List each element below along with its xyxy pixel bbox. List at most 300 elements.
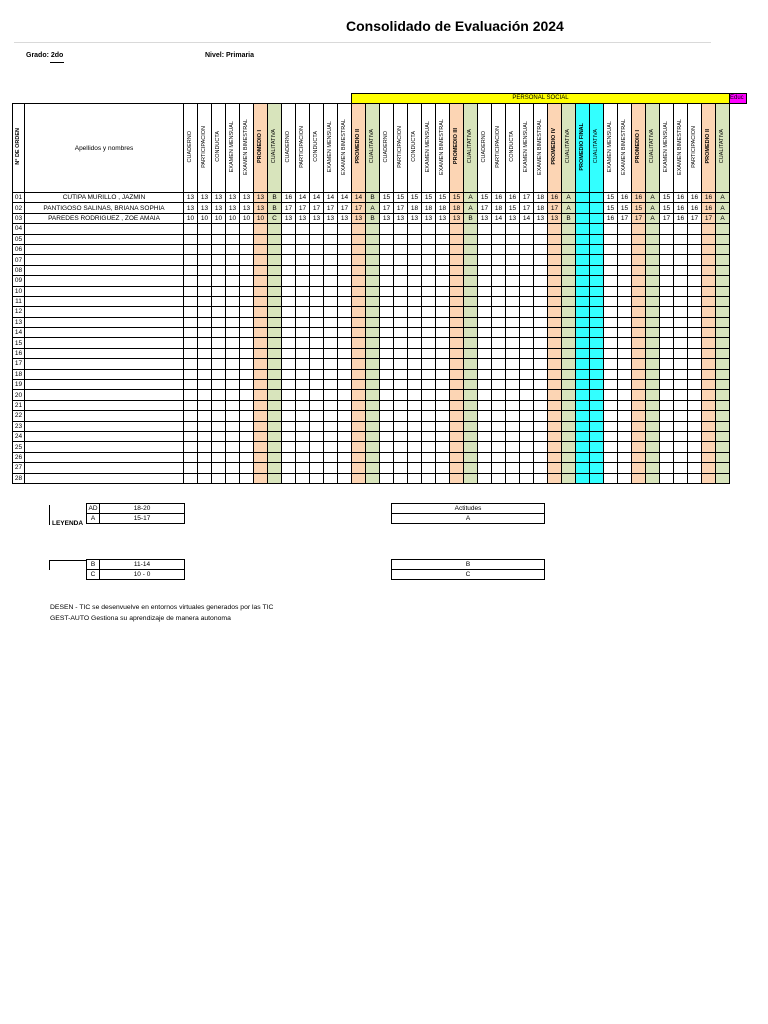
grade-cell: [548, 338, 562, 348]
grade-cell: [310, 296, 324, 306]
grade-cell: [310, 286, 324, 296]
grade-cell: [450, 317, 464, 327]
grade-cell: [324, 400, 338, 410]
grade-cell: [450, 338, 464, 348]
grade-cell: [688, 234, 702, 244]
grade-cell: [674, 359, 688, 369]
grade-cell: 13: [338, 213, 352, 223]
grade-cell: [212, 380, 226, 390]
grade-cell: [590, 400, 604, 410]
grade-cell: [338, 359, 352, 369]
grade-cell: [478, 255, 492, 265]
grade-cell: [548, 265, 562, 275]
grade-cell: [618, 369, 632, 379]
grade-cell: [492, 234, 506, 244]
grade-cell: [198, 431, 212, 441]
grade-cell: [268, 452, 282, 462]
grade-cell: [408, 307, 422, 317]
grade-cell: [632, 348, 646, 358]
grade-cell: [506, 296, 520, 306]
grade-cell: [450, 296, 464, 306]
grade-cell: [282, 317, 296, 327]
grade-cell: [464, 276, 478, 286]
grade-cell: [352, 265, 366, 275]
grade-cell: [408, 390, 422, 400]
grade-cell: [324, 369, 338, 379]
table-row: [13, 213, 747, 223]
grade-cell: [464, 234, 478, 244]
column-header-label: EXAMEN MENSUAL: [425, 120, 431, 173]
row-number: 24: [13, 431, 25, 441]
grade-cell: [590, 442, 604, 452]
grade-cell: [534, 317, 548, 327]
grade-cell: 18: [534, 203, 548, 213]
grade-cell: 13: [184, 193, 198, 203]
grade-cell: 16: [674, 193, 688, 203]
grade-cell: [464, 286, 478, 296]
grade-cell: [562, 473, 576, 483]
grade-cell: [226, 307, 240, 317]
grade-cell: 13: [436, 213, 450, 223]
column-header: [506, 104, 520, 193]
grade-cell: [212, 463, 226, 473]
grade-cell: [660, 296, 674, 306]
grade-cell: [702, 421, 716, 431]
grade-cell: [646, 328, 660, 338]
grade-cell: [366, 276, 380, 286]
grade-cell: [338, 255, 352, 265]
grade-cell: [618, 317, 632, 327]
grade-cell: [268, 463, 282, 473]
grade-cell: 18: [408, 203, 422, 213]
grade-cell: [422, 244, 436, 254]
grade-cell: [310, 421, 324, 431]
grade-cell: [184, 452, 198, 462]
row-number: 17: [13, 359, 25, 369]
legend-row: [87, 570, 185, 580]
grade-cell: [422, 390, 436, 400]
grade-cell: [450, 473, 464, 483]
grade-cell: [548, 421, 562, 431]
grade-cell: [450, 359, 464, 369]
table-row: [13, 431, 747, 441]
grade-cell: [548, 369, 562, 379]
grade-cell: [408, 286, 422, 296]
grade-cell: [674, 338, 688, 348]
grade-cell: [702, 224, 716, 234]
grade-cell: [226, 463, 240, 473]
grade-cell: [478, 276, 492, 286]
grade-cell: [282, 234, 296, 244]
grade-cell: 16: [702, 193, 716, 203]
grade-cell: [310, 411, 324, 421]
grade-cell: [478, 317, 492, 327]
grade-cell: [632, 380, 646, 390]
grade-cell: [646, 390, 660, 400]
grade-cell: [436, 348, 450, 358]
grade-cell: [534, 224, 548, 234]
grade-cell: [422, 307, 436, 317]
grade-cell: [590, 255, 604, 265]
grade-cell: [184, 421, 198, 431]
grade-cell: [408, 234, 422, 244]
grade-cell: [296, 369, 310, 379]
grade-cell: 13: [296, 213, 310, 223]
grade-cell: [240, 359, 254, 369]
grade-cell: [282, 359, 296, 369]
grade-cell: [618, 224, 632, 234]
column-header: [660, 104, 674, 193]
grade-cell: [184, 255, 198, 265]
grade-cell: [198, 338, 212, 348]
grade-cell: [338, 224, 352, 234]
grade-cell: [240, 442, 254, 452]
grade-cell: [212, 338, 226, 348]
grade-cell: [548, 224, 562, 234]
table-row: [13, 193, 747, 203]
attitudes-value: B: [392, 560, 545, 570]
column-header-label: PARTICIPACION: [495, 125, 501, 168]
grade-cell: [688, 359, 702, 369]
grade-cell: [254, 276, 268, 286]
grade-cell: [688, 338, 702, 348]
grade-cell: [254, 265, 268, 275]
grade-cell: [450, 255, 464, 265]
grade-cell: [520, 463, 534, 473]
grade-cell: [226, 255, 240, 265]
grade-cell: [324, 431, 338, 441]
attitudes-table-bottom: [391, 559, 545, 580]
column-header-label: PROMEDIO FINAL: [579, 122, 585, 171]
grade-cell: [464, 390, 478, 400]
grade-cell: [702, 380, 716, 390]
grade-cell: [394, 255, 408, 265]
student-name: [25, 359, 184, 369]
grade-cell: [506, 431, 520, 441]
column-header: [464, 104, 478, 193]
student-name: [25, 307, 184, 317]
grade-cell: [366, 307, 380, 317]
grade-cell: [492, 244, 506, 254]
grade-cell: [198, 265, 212, 275]
grade-cell: [492, 442, 506, 452]
grade-cell: [254, 224, 268, 234]
grade-cell: [422, 234, 436, 244]
grade-cell: [310, 265, 324, 275]
grade-cell: [268, 296, 282, 306]
grade-cell: [702, 307, 716, 317]
grade-cell: [590, 369, 604, 379]
grade-cell: [450, 400, 464, 410]
grade-cell: [660, 442, 674, 452]
grade-cell: [268, 421, 282, 431]
grade-cell: [324, 463, 338, 473]
grade-cell: [422, 452, 436, 462]
grade-cell: [506, 224, 520, 234]
grade-cell: [436, 224, 450, 234]
column-header: [716, 104, 730, 193]
grade-cell: [646, 307, 660, 317]
grade-cell: [702, 276, 716, 286]
grade-cell: [240, 338, 254, 348]
grade-cell: [576, 348, 590, 358]
grade-cell: [478, 244, 492, 254]
grade-cell: [450, 431, 464, 441]
grade-cell: [212, 234, 226, 244]
grade-cell: [716, 255, 730, 265]
grade-cell: [212, 442, 226, 452]
grade-cell: [254, 380, 268, 390]
grade-cell: [436, 234, 450, 244]
grade-cell: [632, 400, 646, 410]
grade-cell: [394, 390, 408, 400]
grade-cell: [240, 255, 254, 265]
grade-cell: [240, 411, 254, 421]
grade-cell: [590, 473, 604, 483]
grade-cell: 17: [688, 213, 702, 223]
grade-cell: [702, 473, 716, 483]
grade-cell: [184, 296, 198, 306]
grade-cell: [422, 224, 436, 234]
grade-cell: [240, 380, 254, 390]
note-desen-tic: DESEN - TIC se desenvuelve en entornos virtuales generados por las TIC: [50, 604, 274, 611]
grade-cell: 16: [506, 193, 520, 203]
grade-cell: [226, 265, 240, 275]
grade-cell: [646, 380, 660, 390]
grade-cell: [464, 328, 478, 338]
grade-cell: [422, 369, 436, 379]
table-row: [13, 452, 747, 462]
grade-cell: [674, 317, 688, 327]
grade-cell: [632, 442, 646, 452]
grade-cell: [310, 224, 324, 234]
grade-cell: [548, 328, 562, 338]
grade-cell: [464, 442, 478, 452]
row-number: 27: [13, 463, 25, 473]
grade-cell: [254, 400, 268, 410]
grade-cell: [436, 411, 450, 421]
grade-cell: [478, 473, 492, 483]
grade-cell: [450, 348, 464, 358]
grade-cell: [688, 442, 702, 452]
grade-cell: [338, 452, 352, 462]
grade-cell: [632, 234, 646, 244]
grade-cell: [352, 286, 366, 296]
grade-cell: [716, 400, 730, 410]
grade-cell: [646, 473, 660, 483]
grade-cell: [506, 307, 520, 317]
grade-cell: [310, 255, 324, 265]
grade-cell: 15: [394, 193, 408, 203]
grade-cell: [338, 400, 352, 410]
grade-cell: [408, 463, 422, 473]
grade-cell: [436, 380, 450, 390]
grade-cell: [492, 255, 506, 265]
student-name: [25, 369, 184, 379]
grade-cell: [184, 463, 198, 473]
column-header-label: CUADERNO: [383, 130, 389, 163]
grade-cell: [674, 463, 688, 473]
grade-cell: [632, 255, 646, 265]
grade-cell: [506, 463, 520, 473]
grade-cell: [576, 452, 590, 462]
grade-cell: [590, 338, 604, 348]
grade-cell: [492, 338, 506, 348]
column-header: [296, 104, 310, 193]
grade-cell: [338, 348, 352, 358]
grade-cell: [380, 473, 394, 483]
grade-cell: [282, 442, 296, 452]
grade-cell: [310, 369, 324, 379]
grade-cell: A: [646, 203, 660, 213]
grade-cell: [324, 307, 338, 317]
grade-cell: [436, 265, 450, 275]
grade-cell: [408, 452, 422, 462]
grade-cell: [478, 442, 492, 452]
grade-cell: 13: [198, 193, 212, 203]
grade-cell: [716, 411, 730, 421]
column-header-label: CUADERNO: [481, 130, 487, 163]
grade-cell: [352, 400, 366, 410]
grade-cell: [450, 224, 464, 234]
grade-cell: [226, 380, 240, 390]
grade-cell: [366, 317, 380, 327]
grade-cell: [212, 390, 226, 400]
grade-cell: [366, 442, 380, 452]
grade-cell: [506, 286, 520, 296]
student-name: [25, 244, 184, 254]
grade-cell: 16: [674, 203, 688, 213]
grade-cell: [702, 265, 716, 275]
row-number: 23: [13, 421, 25, 431]
grade-cell: [604, 296, 618, 306]
grade-cell: [366, 411, 380, 421]
grade-cell: [716, 421, 730, 431]
grade-cell: [492, 359, 506, 369]
grade-cell: [716, 380, 730, 390]
grade-cell: [618, 328, 632, 338]
column-header: [324, 104, 338, 193]
grade-cell: [282, 286, 296, 296]
grade-cell: [688, 369, 702, 379]
grade-cell: [184, 276, 198, 286]
grade-cell: [338, 317, 352, 327]
grade-cell: 17: [520, 203, 534, 213]
grade-cell: [562, 390, 576, 400]
row-number: 04: [13, 224, 25, 234]
grade-cell: 14: [310, 193, 324, 203]
grade-cell: [492, 400, 506, 410]
grade-cell: [562, 296, 576, 306]
grade-cell: [226, 431, 240, 441]
grade-cell: [716, 431, 730, 441]
grade-cell: [520, 411, 534, 421]
attitudes-value: A: [392, 514, 545, 524]
grade-cell: [576, 193, 590, 203]
grade-cell: [548, 452, 562, 462]
grade-cell: [646, 286, 660, 296]
grade-cell: [506, 452, 520, 462]
grade-cell: [282, 224, 296, 234]
grade-cell: [478, 359, 492, 369]
column-header: [184, 104, 198, 193]
grade-cell: [464, 244, 478, 254]
grade-cell: [590, 213, 604, 223]
grade-cell: [184, 400, 198, 410]
grade-cell: [380, 452, 394, 462]
grade-cell: [408, 276, 422, 286]
grade-cell: A: [366, 203, 380, 213]
grade-cell: [198, 328, 212, 338]
grade-cell: [576, 317, 590, 327]
grade-cell: [184, 234, 198, 244]
grade-cell: [184, 286, 198, 296]
grade-cell: [268, 369, 282, 379]
grade-cell: [240, 400, 254, 410]
grade-cell: [352, 338, 366, 348]
grade-cell: [422, 255, 436, 265]
grade-cell: [226, 369, 240, 379]
grade-cell: [520, 348, 534, 358]
grade-cell: [310, 431, 324, 441]
grade-cell: [450, 307, 464, 317]
grade-cell: [492, 265, 506, 275]
grade-cell: [716, 463, 730, 473]
grade-cell: [282, 255, 296, 265]
grade-cell: [450, 276, 464, 286]
grade-cell: [352, 442, 366, 452]
grade-cell: [702, 348, 716, 358]
grade-cell: [548, 400, 562, 410]
grade-cell: [548, 442, 562, 452]
grade-cell: [590, 234, 604, 244]
column-header: [520, 104, 534, 193]
level-label: Nivel: Primaria: [205, 52, 255, 59]
grade-cell: A: [646, 213, 660, 223]
student-name: PANTIGOSO SALINAS, BRIANA SOPHIA: [25, 203, 184, 213]
row-number: 21: [13, 400, 25, 410]
grade-cell: [548, 463, 562, 473]
grade-cell: [254, 255, 268, 265]
student-name: [25, 286, 184, 296]
grade-cell: [576, 307, 590, 317]
grade-cell: [534, 380, 548, 390]
grade-cell: [478, 421, 492, 431]
grade-cell: [604, 348, 618, 358]
grade-cell: [436, 286, 450, 296]
grade-cell: [478, 452, 492, 462]
grade-cell: [618, 421, 632, 431]
grade-cell: [478, 463, 492, 473]
grade-cell: B: [366, 193, 380, 203]
grade-cell: [380, 431, 394, 441]
student-name: [25, 442, 184, 452]
grade-cell: 18: [422, 203, 436, 213]
grade-cell: [506, 380, 520, 390]
grade-cell: [212, 348, 226, 358]
grade-cell: [478, 400, 492, 410]
grade-cell: [324, 411, 338, 421]
grade-cell: [520, 390, 534, 400]
grade-cell: [184, 390, 198, 400]
grade-cell: [212, 369, 226, 379]
grade-cell: [674, 369, 688, 379]
grade-cell: [310, 400, 324, 410]
column-header: [590, 104, 604, 193]
grade-cell: [674, 421, 688, 431]
legend-table-bottom: [86, 559, 185, 580]
grade-cell: 13: [254, 193, 268, 203]
